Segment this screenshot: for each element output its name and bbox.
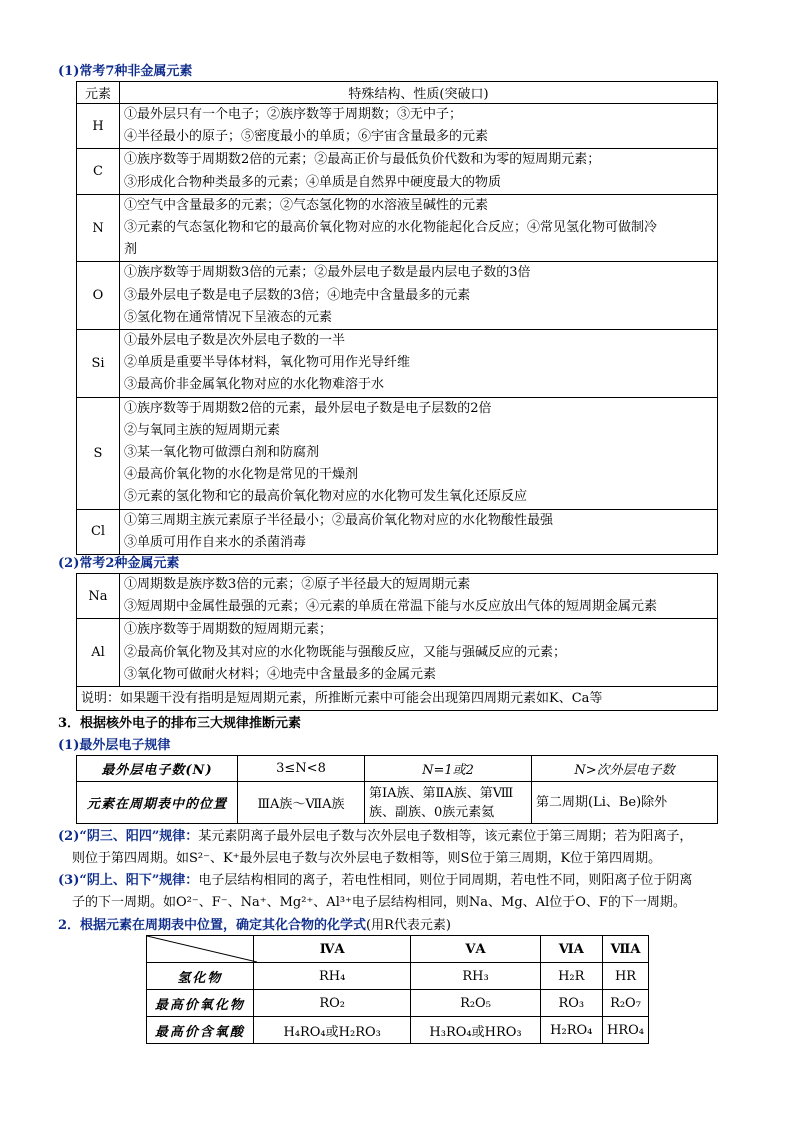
note-cell: 说明：如果题干没有指明是短周期元素，所推断元素中可能会出现第四周期元素如K、Ca等 [77, 687, 718, 711]
rule2-paragraph [58, 826, 748, 870]
table-cell: H₄RO₄或H₂RO₃ [253, 1017, 411, 1044]
desc-line: ③最高价非金属氧化物对应的水化物难溶于水 [124, 377, 385, 393]
table-row [77, 194, 718, 262]
desc-cell [120, 397, 718, 509]
diagonal-corner-cell [147, 936, 254, 963]
desc-line: ③元素的气态氢化物和它的最高价氧化物对应的水化物能起化合反应；④常见氢化物可做制冷 [124, 220, 658, 236]
section4-heading-tail: (用R代表元素) [366, 918, 451, 933]
element-cell: H [77, 104, 120, 149]
table-cell: H₃RO₄或HRO₃ [411, 1017, 540, 1044]
row-label: 氢化物 [147, 963, 254, 990]
table-row [147, 963, 649, 990]
desc-line: ③单质可用作自来水的杀菌消毒 [124, 534, 307, 550]
table-cell: H₂R [540, 963, 602, 990]
table-cell: ⅢA族～ⅦA族 [238, 782, 365, 824]
table-cell: RO₂ [253, 990, 411, 1017]
compound-formula-table [146, 935, 649, 1044]
desc-cell [120, 509, 718, 554]
element-cell: O [77, 262, 120, 330]
desc-line: ③某一氧化物可做漂白剂和防腐剂 [124, 445, 320, 461]
table-cell: H₂RO₄ [540, 1017, 602, 1044]
desc-line: ②与氧同主族的短周期元素 [124, 422, 281, 438]
section2-heading: (2)常考2种金属元素 [58, 556, 180, 571]
desc-cell [120, 104, 718, 149]
element-cell: N [77, 194, 120, 262]
desc-line: ③短周期中金属性最强的元素；④元素的单质在常温下能与水反应放出气体的短周期金属元素 [124, 599, 658, 615]
table-row [77, 782, 718, 824]
desc-cell [120, 619, 718, 687]
desc-line: ①族序数等于周期数3倍的元素；②最外层电子数是最内层电子数的3倍 [124, 265, 531, 281]
table-row [77, 330, 718, 398]
desc-line: ①族序数等于周期数的短周期元素； [124, 622, 333, 638]
rule2-text: 某元素阴离子最外层电子数与次外层电子数相等，该元素位于第三周期；若为阳离子， [198, 829, 693, 844]
desc-line: ①最外层电子数是次外层电子数的一半 [124, 333, 346, 349]
rule3-paragraph [58, 870, 748, 914]
desc-line: ①第三周期主族元素原子半径最小；②最高价氧化物对应的水化物酸性最强 [124, 512, 554, 528]
section3-sub1: (1)最外层电子规律 [58, 738, 171, 753]
table-row [77, 574, 718, 619]
header-cell: N>次外层电子数 [532, 756, 718, 782]
desc-line: ③氧化物可做耐火材料；④地壳中含量最多的金属元素 [124, 666, 437, 682]
header-cell: 最外层电子数(N) [77, 756, 238, 782]
row-label: 最高价含氧酸 [147, 1017, 254, 1044]
desc-line: ①族序数等于周期数2倍的元素；②最高正价与最低负价代数和为零的短周期元素； [124, 152, 601, 168]
header-element: 元素 [77, 82, 120, 104]
outer-electron-table [76, 755, 718, 824]
desc-line: 剂 [124, 242, 138, 258]
desc-line: ①最外层只有一个电子；②族序数等于周期数；③无中子； [124, 107, 463, 122]
section3-heading: 3．根据核外电子的排布三大规律推断元素 [58, 716, 302, 731]
table-header-row [147, 936, 649, 963]
diagonal-line [147, 936, 257, 962]
desc-line: ③形成化合物种类最多的元素；④单质是自然界中硬度最大的物质 [124, 174, 502, 190]
rule2-line2: 则位于第四周期。如S²⁻、K⁺最外层电子数与次外层电子数相等，则S位于第三周期，K位于第四周期。 [72, 851, 662, 866]
desc-cell [120, 574, 718, 619]
section1-heading: (1)常考7种非金属元素 [58, 64, 193, 79]
table-row [77, 619, 718, 687]
table-cell: R₂O₅ [411, 990, 540, 1017]
header-cell: 3≤N<8 [238, 756, 365, 782]
table-row [147, 1017, 649, 1044]
desc-line: ①族序数等于周期数2倍的元素，最外层电子数是电子层数的2倍 [124, 400, 492, 416]
table-header-row [77, 82, 718, 104]
desc-line: ③最外层电子数是电子层数的3倍；④地壳中含量最多的元素 [124, 287, 471, 303]
table-row [77, 104, 718, 149]
rule3-lead: (3)“阴上、阳下”规律： [58, 873, 199, 888]
table-row [77, 687, 718, 711]
element-cell: S [77, 397, 120, 509]
table-cell: HR [603, 963, 649, 990]
table-cell: HRO₄ [603, 1017, 649, 1044]
header-cell: ⅦA [603, 936, 649, 963]
desc-line: ②单质是重要半导体材料，氧化物可用作光导纤维 [124, 355, 411, 371]
table-row [147, 990, 649, 1017]
desc-line: ⑤元素的氢化物和它的最高价氧化物对应的水化物可发生氧化还原反应 [124, 489, 528, 505]
nonmetal-table [76, 81, 718, 555]
desc-cell [120, 149, 718, 194]
desc-line: ②最高价氧化物及其对应的水化物既能与强酸反应，又能与强碱反应的元素； [124, 644, 567, 660]
header-cell: ⅥA [540, 936, 602, 963]
row-label: 最高价氧化物 [147, 990, 254, 1017]
desc-cell [120, 262, 718, 330]
table-cell: R₂O₇ [603, 990, 649, 1017]
rule2-lead: (2)“阴三、阳四”规律： [58, 829, 199, 844]
table-cell: 第ⅠA族、第ⅡA族、第Ⅷ族、副族、0族元素氦 [365, 782, 532, 824]
table-row [77, 509, 718, 554]
rule3-text: 电子层结构相同的离子，若电性相同，则位于同周期，若电性不同，则阳离子位于阴离 [198, 873, 693, 888]
table-cell: RH₄ [253, 963, 411, 990]
table-header-row [77, 756, 718, 782]
desc-line: ①周期数是族序数3倍的元素；②原子半径最大的短周期元素 [124, 577, 471, 592]
element-cell: Na [77, 574, 120, 619]
rule3-line2: 子的下一周期。如O²⁻、F⁻、Na⁺、Mg²⁺、Al³⁺电子层结构相同，则Na、Mg、Al位于O、F的下一周期。 [72, 895, 686, 910]
section4-heading [58, 914, 451, 933]
element-cell: Al [77, 619, 120, 687]
element-cell: C [77, 149, 120, 194]
table-cell: 第二周期(Li、Be)除外 [532, 782, 718, 824]
metal-table [76, 573, 718, 711]
desc-cell [120, 330, 718, 398]
table-row [77, 262, 718, 330]
header-cell: ⅤA [411, 936, 540, 963]
element-cell: Si [77, 330, 120, 398]
row-label: 元素在周期表中的位置 [77, 782, 238, 824]
table-row [77, 397, 718, 509]
desc-line: ④最高价氧化物的水化物是常见的干燥剂 [124, 467, 359, 483]
header-cell: ⅣA [253, 936, 411, 963]
table-cell: RH₃ [411, 963, 540, 990]
desc-line: ④半径最小的原子；⑤密度最小的单质；⑥宇宙含量最多的元素 [124, 129, 489, 145]
desc-cell [120, 194, 718, 262]
header-cell: N=1或2 [365, 756, 532, 782]
element-cell: Cl [77, 509, 120, 554]
table-row [77, 149, 718, 194]
desc-line: ①空气中含量最多的元素；②气态氢化物的水溶液呈碱性的元素 [124, 197, 489, 213]
desc-line: ⑤氢化物在通常情况下呈液态的元素 [124, 309, 333, 325]
section4-heading-main: 2．根据元素在周期表中位置，确定其化合物的化学式 [58, 918, 367, 933]
table-cell: RO₃ [540, 990, 602, 1017]
header-properties: 特殊结构、性质(突破口) [120, 82, 718, 104]
